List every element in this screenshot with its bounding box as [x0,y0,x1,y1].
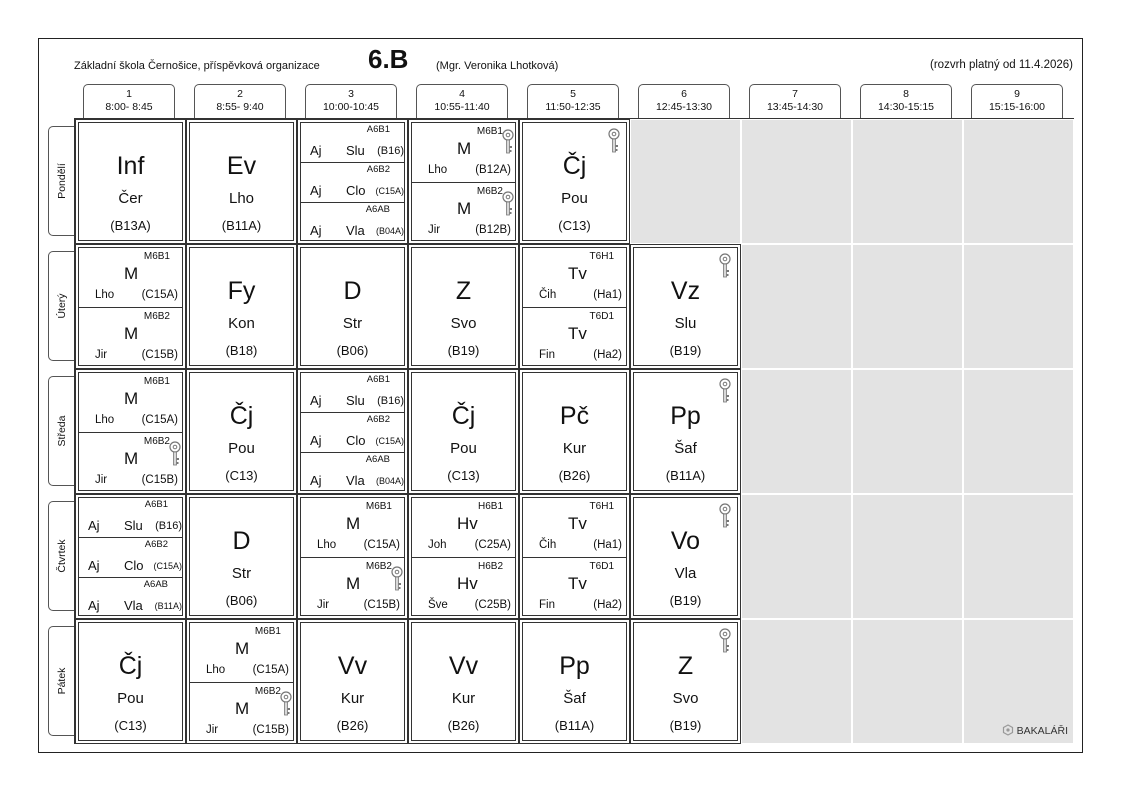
lesson-room: (C15B) [141,474,178,486]
lesson-cell[interactable] [519,494,630,619]
lesson-teacher: Fin [539,349,555,361]
key-icon [501,191,515,217]
empty-slot [852,619,963,744]
lesson-subject: Fy [227,277,256,305]
group-code: T6D1 [589,561,614,572]
key-icon [501,129,515,155]
lesson-teacher: Svo [450,315,477,332]
lesson-subject: Aj [310,143,322,158]
lesson-subject: Pp [670,402,701,430]
group-lesson[interactable] [412,123,515,182]
day-label [48,501,74,611]
lesson-subject: Čj [118,652,143,680]
lesson-room: (B04A) [375,226,404,236]
validity-note: (rozvrh platný od 11.4.2026) [930,59,1073,71]
lesson-subject: M [346,574,361,593]
lesson-subject: D [232,527,251,555]
group-lesson[interactable] [523,498,626,557]
lesson-subject: Čj [562,152,587,180]
period-number: 5 [570,88,576,100]
period-header [749,84,841,118]
lesson-room: (B16) [155,520,182,532]
period-time: 12:45-13:30 [655,101,713,113]
lesson-subject: Tv [568,574,587,593]
lesson-teacher: Jir [95,474,108,486]
lesson-cell[interactable] [297,494,408,619]
lesson-teacher: Jir [428,224,441,236]
group-lesson[interactable] [79,498,182,537]
group-code: A6B1 [366,374,390,385]
lesson-room: (Ha1) [593,289,622,301]
day-name: Středa [55,415,68,447]
group-code: M6B2 [254,686,281,697]
empty-slot [741,494,852,619]
period-time: 8:55- 9:40 [216,101,264,113]
day-label [48,626,74,736]
lesson-room: (B06) [336,343,369,358]
lesson-subject: Tv [568,264,587,283]
lesson-teacher: Kur [451,690,476,707]
lesson-room: (C25B) [474,599,511,611]
period-number: 8 [903,88,909,100]
lesson-teacher: Čih [539,539,557,551]
lesson-room: (B19) [669,343,702,358]
lesson-teacher: Slu [124,518,143,533]
lesson-subject: M [235,639,250,658]
key-icon [168,441,182,467]
group-lesson[interactable] [523,248,626,307]
lesson-room: (B19) [669,593,702,608]
group-lesson[interactable] [301,123,404,162]
period-time: 15:15-16:00 [988,101,1046,113]
lesson-cell[interactable] [297,244,408,369]
lesson-subject: Čj [229,402,254,430]
group-code: A6B1 [366,124,390,135]
empty-slot [741,369,852,494]
group-code: A6AB [365,454,390,465]
lesson-teacher: Jir [95,349,108,361]
lesson-room: (B26) [447,718,480,733]
period-number: 6 [681,88,687,100]
period-header [83,84,175,118]
key-icon [607,128,621,154]
group-lesson[interactable] [301,162,404,202]
period-time: 10:00-10:45 [322,101,380,113]
group-code: M6B2 [143,436,170,447]
lesson-room: (C15A) [375,186,404,196]
period-header [194,84,286,118]
key-icon [279,691,293,717]
lesson-cell[interactable] [186,244,297,369]
lesson-cell[interactable] [297,619,408,744]
group-lesson[interactable] [412,557,515,617]
lesson-cell[interactable] [75,494,186,619]
lesson-room: (B26) [558,468,591,483]
empty-slot [852,494,963,619]
lesson-teacher: Jir [317,599,330,611]
lesson-teacher: Čih [539,289,557,301]
lesson-subject: Aj [310,183,322,198]
period-header [971,84,1063,118]
lesson-teacher: Joh [428,539,447,551]
lesson-cell[interactable] [408,244,519,369]
lesson-subject: Hv [457,574,478,593]
lesson-room: (C15A) [363,539,400,551]
group-lesson[interactable] [79,307,182,367]
group-code: M6B1 [365,501,392,512]
group-code: M6B1 [254,626,281,637]
period-header [638,84,730,118]
lesson-room: (B11A) [665,468,706,483]
period-number: 1 [126,88,132,100]
period-number: 3 [348,88,354,100]
class-teacher: (Mgr. Veronika Lhotková) [436,60,559,72]
lesson-cell[interactable] [75,244,186,369]
lesson-teacher: Vla [124,598,143,613]
lesson-room: (Ha2) [593,349,622,361]
lesson-subject: M [235,699,250,718]
lesson-teacher: Slu [346,393,365,408]
group-lesson[interactable] [523,557,626,617]
lesson-subject: Aj [88,518,100,533]
lesson-room: (C15B) [252,724,289,736]
empty-slot [741,119,852,244]
group-lesson[interactable] [79,432,182,492]
lesson-teacher: Str [231,565,252,582]
lesson-teacher: Svo [672,690,699,707]
lesson-cell[interactable] [186,369,297,494]
lesson-teacher: Lho [317,539,337,551]
empty-slot [630,119,741,244]
group-code: T6H1 [589,501,614,512]
key-icon [718,253,732,279]
brand-footer [1002,724,1068,737]
empty-slot [963,244,1074,369]
lesson-teacher: Kur [562,440,587,457]
empty-slot [852,244,963,369]
group-code: H6B2 [477,561,503,572]
day-label [48,376,74,486]
group-lesson[interactable] [190,623,293,682]
empty-slot [741,244,852,369]
lesson-room: (C15A) [141,289,178,301]
group-code: H6B1 [477,501,503,512]
lesson-subject: Tv [568,514,587,533]
lesson-room: (B16) [377,145,404,157]
group-lesson[interactable] [301,498,404,557]
lesson-cell[interactable] [408,494,519,619]
lesson-teacher: Lho [428,164,448,176]
lesson-room: (Ha1) [593,539,622,551]
lesson-cell[interactable] [630,494,741,619]
group-code: M6B2 [476,186,503,197]
group-lesson[interactable] [412,498,515,557]
key-icon [718,378,732,404]
lesson-room: (B26) [336,718,369,733]
group-lesson[interactable] [79,248,182,307]
lesson-cell[interactable] [630,619,741,744]
brand-label: BAKALÁŘI [1016,725,1068,737]
lesson-cell[interactable] [519,119,630,244]
lesson-teacher: Jir [206,724,219,736]
empty-slot [852,369,963,494]
lesson-room: (C13) [114,718,147,733]
lesson-room: (B11A) [554,718,595,733]
lesson-cell[interactable] [186,119,297,244]
group-code: M6B1 [143,251,170,262]
lesson-teacher: Pou [228,440,255,457]
lesson-subject: M [346,514,361,533]
lesson-room: (B19) [669,718,702,733]
group-lesson[interactable] [301,202,404,242]
lesson-teacher: Clo [346,183,366,198]
group-code: A6AB [365,204,390,215]
lesson-subject: M [124,449,139,468]
day-name: Úterý [55,293,68,319]
group-lesson[interactable] [79,577,182,617]
group-code: A6AB [143,579,168,590]
lesson-room: (C25A) [474,539,511,551]
lesson-subject: Aj [88,558,100,573]
lesson-room: (B18) [225,343,258,358]
lesson-teacher: Kur [340,690,365,707]
lesson-room: (B04A) [375,476,404,486]
lesson-teacher: Pou [117,690,144,707]
lesson-teacher: Lho [206,664,226,676]
lesson-room: (C15A) [141,414,178,426]
lesson-cell[interactable] [408,619,519,744]
lesson-teacher: Šaf [563,690,586,707]
lesson-room: (C15A) [375,436,404,446]
period-number: 2 [237,88,243,100]
group-lesson[interactable] [301,557,404,617]
empty-slot [963,369,1074,494]
group-code: M6B1 [143,376,170,387]
lesson-room: (B06) [225,593,258,608]
period-time: 11:50-12:35 [545,101,601,113]
lesson-cell[interactable] [75,619,186,744]
lesson-subject: Aj [310,433,322,448]
group-lesson[interactable] [301,412,404,452]
lesson-room: (C15A) [252,664,289,676]
lesson-subject: Vv [337,652,368,680]
day-label [48,251,74,361]
group-lesson[interactable] [79,537,182,577]
day-name: Čtvrtek [55,539,68,573]
lesson-subject: Čj [451,402,476,430]
lesson-cell[interactable] [519,244,630,369]
lesson-subject: Z [677,652,694,680]
lesson-room: (B13A) [110,218,151,233]
school-name: Základní škola Černošice, příspěvková organizace [74,60,320,72]
group-lesson[interactable] [412,182,515,242]
lesson-teacher: Pou [561,190,588,207]
lesson-teacher: Vla [674,565,697,582]
lesson-subject: M [124,389,139,408]
lesson-cell[interactable] [519,619,630,744]
lesson-room: (C15B) [141,349,178,361]
group-lesson[interactable] [523,307,626,367]
empty-slot [963,119,1074,244]
key-icon [718,628,732,654]
lesson-teacher: Lho [228,190,255,207]
lesson-cell[interactable] [408,369,519,494]
group-code: T6H1 [589,251,614,262]
period-number: 4 [459,88,465,100]
lesson-room: (B12B) [475,224,511,236]
lesson-subject: Ev [226,152,257,180]
group-lesson[interactable] [79,373,182,432]
bakalari-logo-icon [1002,724,1014,736]
lesson-room: (C13) [558,218,591,233]
day-label [48,126,74,236]
lesson-cell[interactable] [630,369,741,494]
lesson-room: (B11A) [154,601,182,611]
period-header [527,84,619,118]
group-lesson[interactable] [301,452,404,492]
lesson-teacher: Kon [228,315,255,332]
lesson-teacher: Str [342,315,363,332]
group-code: T6D1 [589,311,614,322]
lesson-teacher: Slu [674,315,697,332]
key-icon [390,566,404,592]
lesson-teacher: Vla [346,223,365,238]
lesson-room: (C13) [447,468,480,483]
lesson-room: (C13) [225,468,258,483]
empty-slot [741,619,852,744]
period-time: 14:30-15:15 [877,101,935,113]
lesson-subject: Vv [448,652,479,680]
lesson-room: (Ha2) [593,599,622,611]
group-code: M6B2 [143,311,170,322]
lesson-teacher: Clo [346,433,366,448]
lesson-subject: Aj [310,473,322,488]
lesson-cell[interactable] [630,244,741,369]
lesson-cell[interactable] [519,369,630,494]
empty-slot [852,119,963,244]
lesson-subject: M [457,139,472,158]
lesson-subject: Inf [116,152,145,180]
lesson-cell[interactable] [408,119,519,244]
lesson-subject: Hv [457,514,478,533]
lesson-subject: Vo [670,527,701,555]
lesson-teacher: Clo [124,558,144,573]
lesson-subject: Pp [559,652,590,680]
group-code: A6B2 [366,164,390,175]
lesson-cell[interactable] [75,369,186,494]
lesson-teacher: Čer [118,190,143,207]
group-code: M6B1 [476,126,503,137]
group-code: A6B2 [366,414,390,425]
lesson-cell[interactable] [75,119,186,244]
group-code: A6B2 [144,539,168,550]
period-time: 8:00- 8:45 [105,101,153,113]
lesson-room: (B19) [447,343,480,358]
lesson-teacher: Fin [539,599,555,611]
lesson-subject: M [457,199,472,218]
period-header [305,84,397,118]
lesson-teacher: Slu [346,143,365,158]
lesson-subject: D [343,277,362,305]
lesson-teacher: Pou [450,440,477,457]
lesson-room: (B11A) [221,218,262,233]
group-lesson[interactable] [301,373,404,412]
lesson-room: (C15B) [363,599,400,611]
group-lesson[interactable] [190,682,293,742]
period-number: 9 [1014,88,1020,100]
period-header [416,84,508,118]
lesson-subject: Z [455,277,472,305]
lesson-subject: Aj [88,598,100,613]
lesson-subject: Aj [310,393,322,408]
group-code: A6B1 [144,499,168,510]
group-code: M6B2 [365,561,392,572]
lesson-cell[interactable] [297,369,408,494]
lesson-teacher: Šaf [674,440,697,457]
period-header [860,84,952,118]
lesson-teacher: Šve [428,599,448,611]
lesson-subject: Aj [310,223,322,238]
lesson-room: (C15A) [153,561,182,571]
lesson-room: (B16) [377,395,404,407]
lesson-cell[interactable] [297,119,408,244]
key-icon [718,503,732,529]
lesson-teacher: Lho [95,414,115,426]
period-number: 7 [792,88,798,100]
lesson-subject: M [124,324,139,343]
lesson-subject: M [124,264,139,283]
lesson-subject: Tv [568,324,587,343]
class-name: 6.B [368,44,409,74]
day-name: Pátek [55,667,68,695]
empty-slot [963,494,1074,619]
period-time: 13:45-14:30 [766,101,824,113]
lesson-cell[interactable] [186,619,297,744]
lesson-teacher: Lho [95,289,115,301]
lesson-subject: Pč [559,402,590,430]
lesson-room: (B12A) [475,164,511,176]
period-time: 10:55-11:40 [434,101,490,113]
day-name: Pondělí [55,163,68,199]
lesson-teacher: Vla [346,473,365,488]
timetable-grid [74,118,1074,744]
lesson-subject: Vz [670,277,701,305]
lesson-cell[interactable] [186,494,297,619]
